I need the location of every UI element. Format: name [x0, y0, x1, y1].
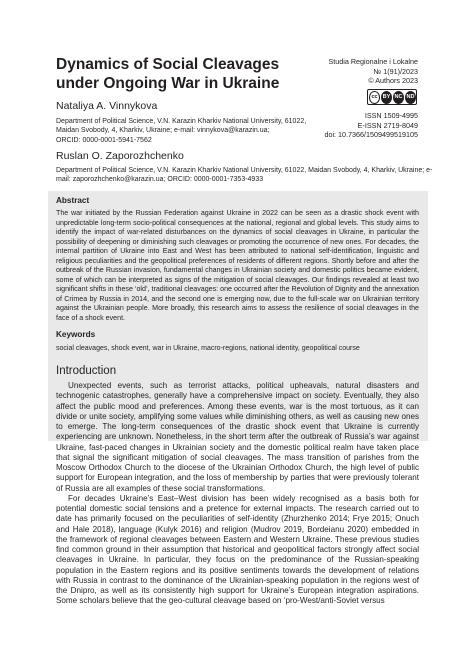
paragraph: For decades Ukraine’s East–West division has been widely recognised as a basis both for potential domestic social tensions and a pretence for external impacts. The research carried out to date has primarily focused on the peculiarities of self-identity (Zhurzhenko 2014; Frye 2015; Onuch and Hale 2018), language (Kulyk 2016) and religion (Mudrov 2019, Bordeianu 2020) embedded in the framework of regional cleavages between Eastern and Western Ukraine. These previous studies find common ground in their assumption that historical and geopolitical factors strongly affect social cleavages in Ukraine. In particular, they focus on the predominance of the Russian-speaking population in the Eastern regions and its positive sentiments towards the development of relations with Russia in contrast to the dominance of the Ukrainian-speaking population in the regions west of the Dnipro, as well as its consistently high support for Ukraine’s European integration aspirations. Some scholars believe that the geo-cultural cleavage based on ‘pro-West/anti-Soviet versus: [56, 493, 419, 606]
doi-link[interactable]: doi: 10.7366/1509499519105: [324, 130, 418, 140]
keywords-text: social cleavages, shock event, war in Ukraine, macro-regions, national identity, geopolitical course: [56, 345, 360, 352]
article-title: Dynamics of Social Cleavages under Ongoing War in Ukraine: [56, 56, 280, 92]
cc-icon: cc: [369, 91, 380, 104]
cc-license-badge-icon[interactable]: [367, 89, 417, 105]
affiliation-text-1: Department of Political Science, V.N. Karazin Kharkiv National University, 61022, Maidan Svobody, 4, Kharkiv, Ukraine; e-mail: vinnykova@karazin.ua;: [56, 118, 307, 135]
paragraph: Unexpected events, such as terrorist attacks, political upheavals, natural disasters and technogenic catastrophes, generally have a comprehensive impact on society. Eventually, they also affect the public mood and preferences. Among these events, war is the most tortuous, as it can divide or unite society, amplifying some values while diminishing others, as well as causing new ones to emerge. The long-term consequences of the drastic shock event that Ukraine is currently experiencing are unknown. Nonetheless, in the short term after the outbreak of Russia’s war against Ukraine, fast-paced changes in Ukrainian society and the domestic political realm have taken place that signal the significant mitigation of social cleavages. The mass transition of parishes from the Moscow Orthodox Church to the diocese of the Ukrainian Orthodox Church, the high level of public support for European integration, and the loss of membership by parties that were previously tolerant of Russia are all examples of these social transformations.: [56, 381, 419, 493]
author-name-2: Ruslan O. Zaporozhchenko: [56, 150, 184, 162]
journal-name: Studia Regionalne i Lokalne: [328, 57, 418, 66]
introduction-body: [56, 381, 419, 607]
author-name-1: Nataliya A. Vinnykova: [56, 100, 158, 112]
journal-info: [278, 57, 418, 86]
author-affiliation-2: Department of Political Science, V.N. Karazin Kharkiv National University, 61022, Maidan Svobody, 4, Kharkiv, Ukraine; e-mail: zaporozhchenko@karazin.ua; ORCID: 0000-0001-7353-4933: [56, 167, 433, 184]
journal-issue: № 1(91)/2023: [373, 66, 418, 76]
journal-copyright: © Authors 2023: [368, 76, 418, 86]
cc-nd-icon: ND: [405, 91, 416, 104]
eissn: E-ISSN 2719-8049: [357, 120, 418, 130]
abstract-heading: Abstract: [56, 196, 90, 205]
author-affiliation-1: [56, 117, 326, 145]
cc-nc-icon: NC: [393, 91, 404, 104]
abstract-text: The war initiated by the Russian Federation against Ukraine in 2022 can be seen as a drastic shock event with unpredictable long-term socio-political consequences at the national, regional and global levels. This study aims to identify the impact of war-related disturbances on the dynamics of social cleavages in Ukraine, in particular the possibility of deepening or diminishing such cleavages or promoting the occurrence of new ones. For decades, the internal partition of Ukraine into East and West has been attributed to national self-identification, linguistic and religious peculiarities and the geopolitical preferences of residents of different regions. Shortly before and after the outbreak of the Russian invasion, fundamental changes in Ukrainian society and domestic politics became evident, some of which can be interpreted as signs of the mitigation of social cleavages. Our findings revealed at least two significant shifts in these ‘old’, traditional cleavages: one occurred after the Revolution of Dignity and the annexation of Crimea by Russia in 2014, and the second one is emerging now, due to the full-scale war on Ukrainian territory against the Ukrainian people. More broadly, this research aims to assess the resilience of social cleavages in the face of a shock event.: [56, 209, 419, 322]
keywords-heading: Keywords: [56, 330, 96, 339]
issn: ISSN 1509-4995: [364, 111, 418, 120]
section-heading-introduction: Introduction: [56, 365, 117, 377]
cc-by-icon: BY: [381, 91, 392, 104]
author-orcid-1[interactable]: ORCID: 0000-0001-5941-7562: [56, 136, 152, 144]
